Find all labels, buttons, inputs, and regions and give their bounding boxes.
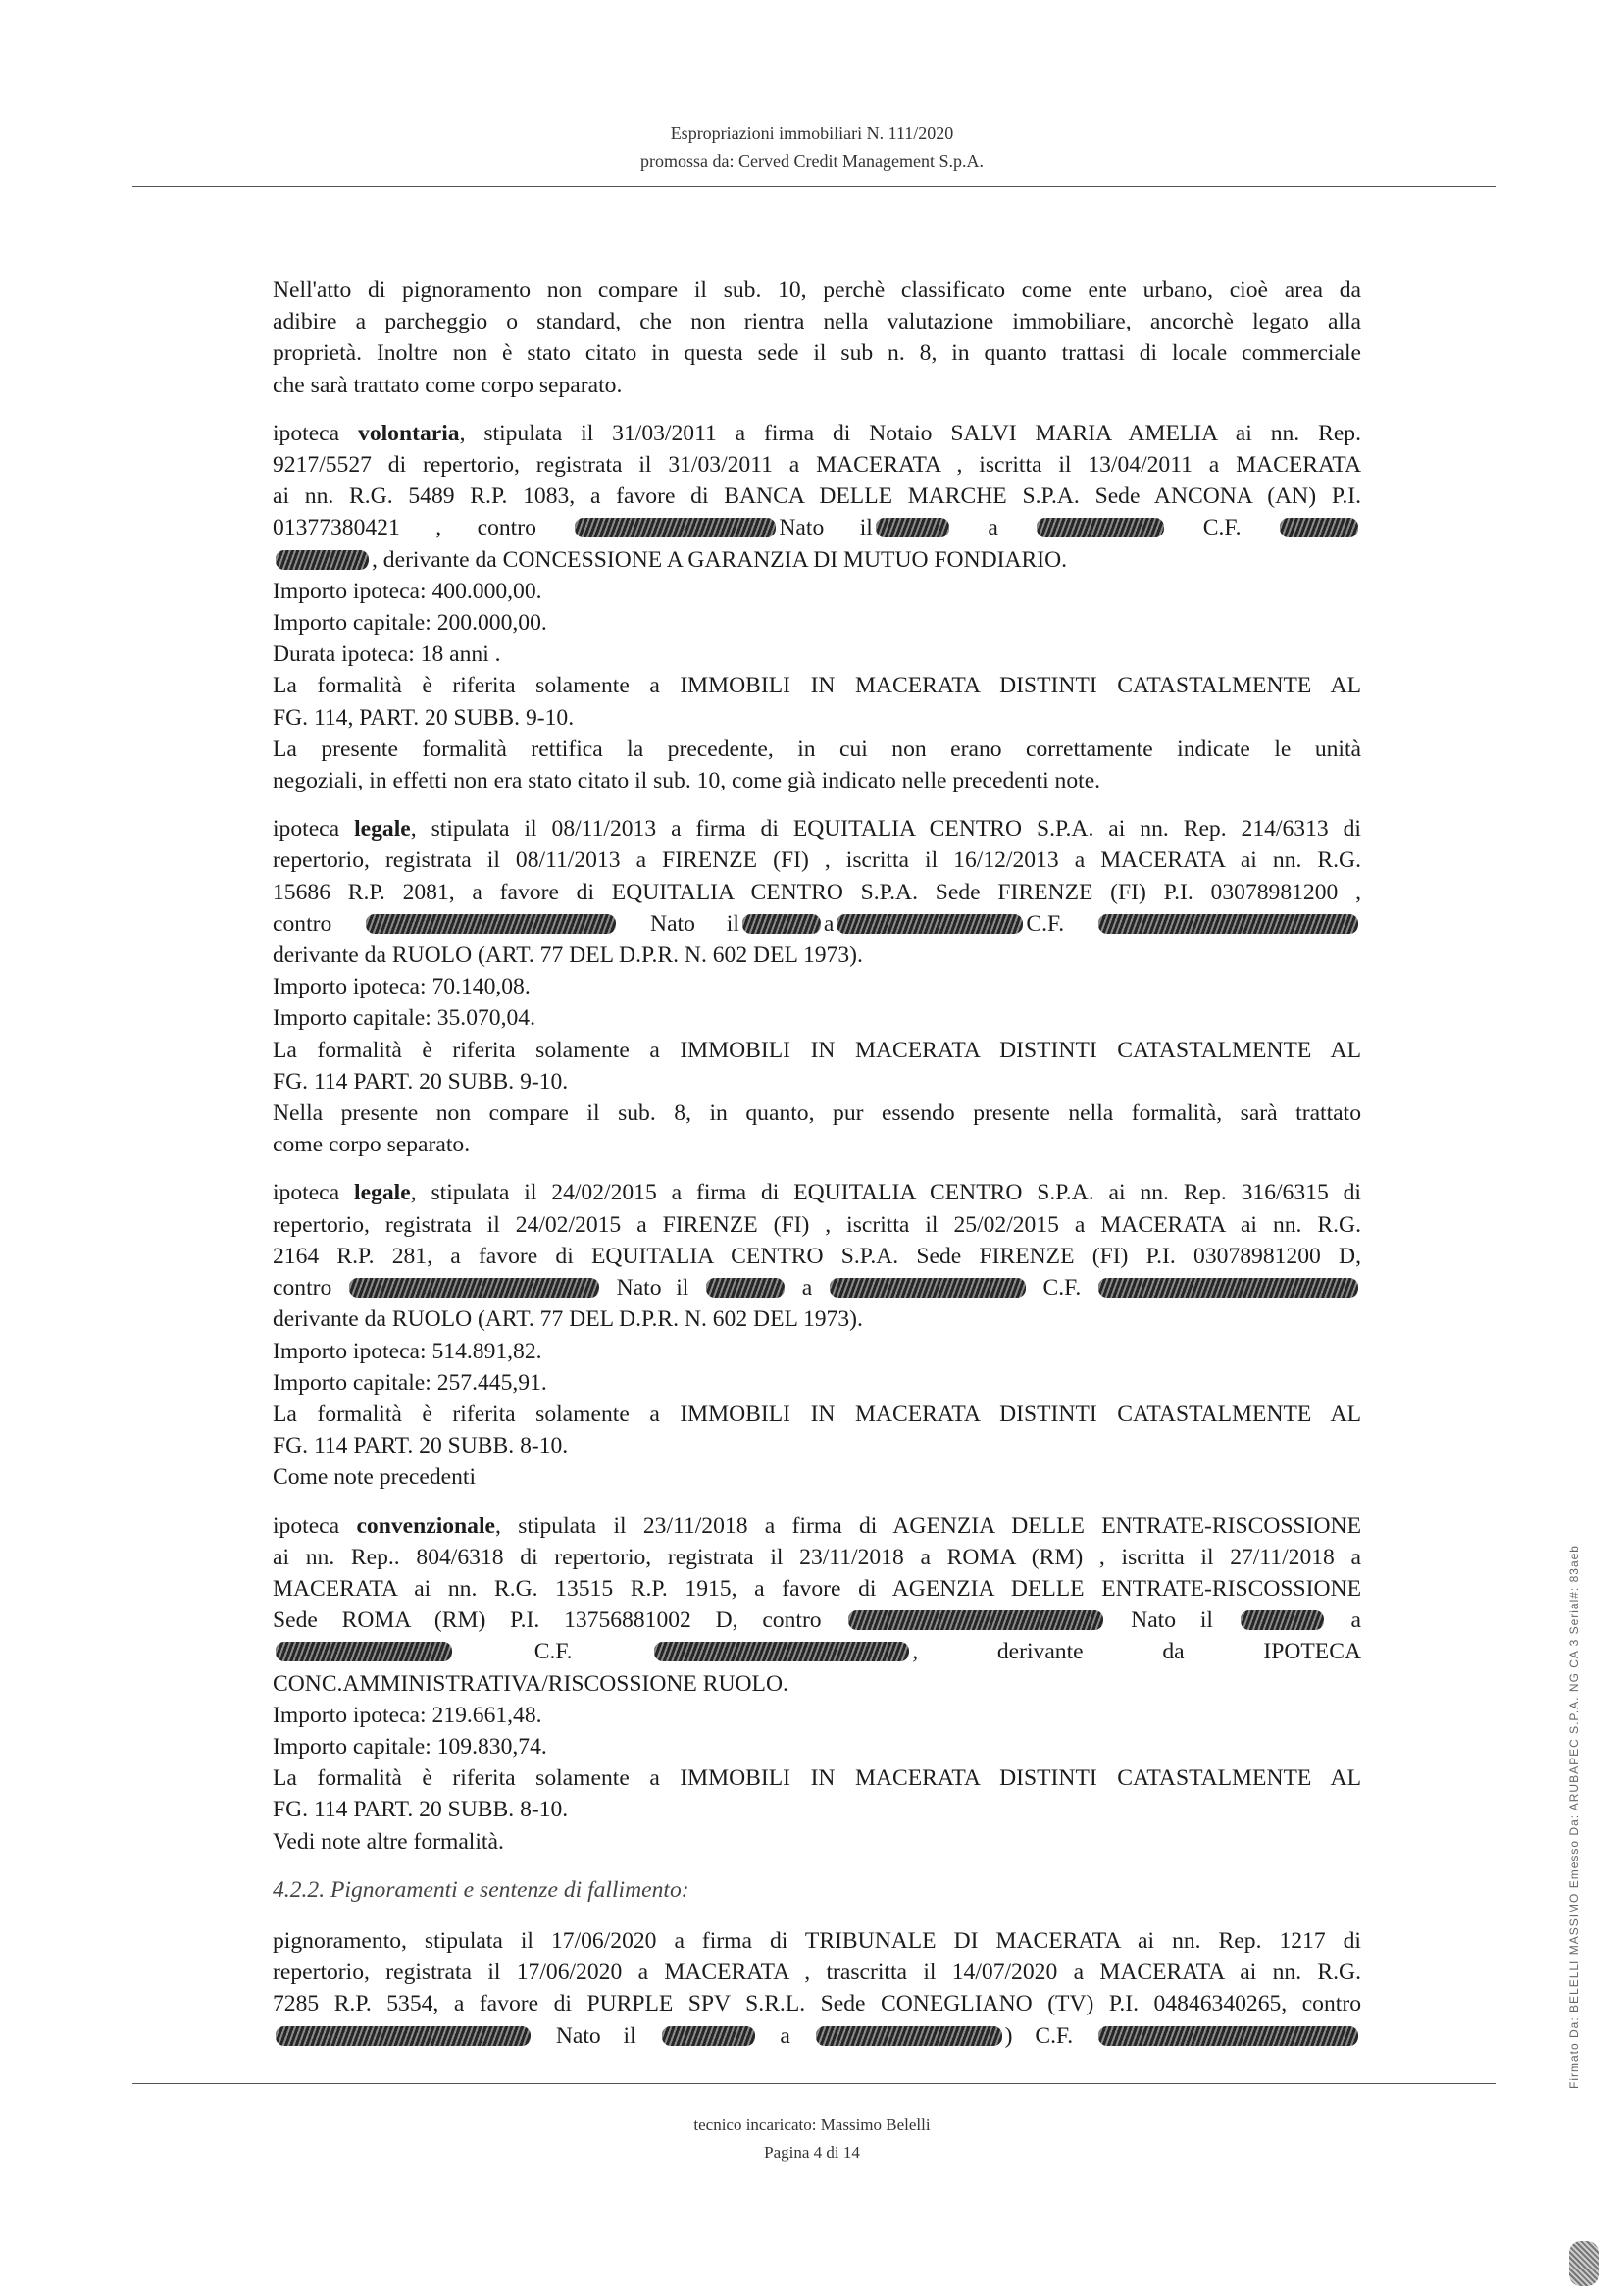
entry-text: contro — [273, 1275, 332, 1301]
importo-ipoteca: Importo ipoteca: 70.140,08. — [273, 974, 531, 1000]
entry-prefix: ipoteca — [273, 1512, 357, 1539]
text-line — [273, 544, 1361, 576]
text-line: repertorio, registrata il 17/06/2020 a MACERATA , trascritta il 14/07/2020 a MACERATA ai nn. R.G. — [273, 1960, 1361, 1986]
entry-text: Nato il — [555, 2022, 636, 2049]
entry-text: C.F. — [1026, 910, 1065, 937]
page-footer — [0, 2112, 1624, 2167]
ipoteca-legale-2015-entry — [273, 1177, 1361, 1493]
text-line: La presente formalità rettifica la precedente, in cui non erano correttamente indicate le unità — [273, 736, 1361, 762]
entry-text: Nato il — [650, 910, 739, 937]
ipoteca-type: legale — [354, 816, 411, 842]
entry-text: a — [780, 2022, 790, 2049]
text-line: FG. 114 PART. 20 SUBB. 9-10. — [273, 1068, 569, 1095]
redacted-birthplace — [837, 914, 1023, 934]
text-line: La formalità è riferita solamente a IMMOBILI IN MACERATA DISTINTI CATASTALMENTE AL — [273, 1401, 1361, 1427]
redacted-name — [366, 914, 616, 934]
entry-text: a — [801, 1275, 813, 1301]
digital-signature-stamp: Firmato Da: BELELLI MASSIMO Emesso Da: ARUBAPEC S.P.A. NG CA 3 Serial#: 83aeb — [1567, 1545, 1581, 2089]
text-line: ai nn. Rep.. 804/6318 di repertorio, registrata il 23/11/2018 a ROMA (RM) , iscritta il 27/11/2018 a — [273, 1544, 1361, 1570]
ipoteca-convenzionale-entry — [273, 1510, 1361, 1858]
importo-capitale: Importo capitale: 109.830,74. — [273, 1733, 547, 1759]
text-line — [273, 1177, 1361, 1208]
text-line: FG. 114 PART. 20 SUBB. 8-10. — [273, 1433, 569, 1459]
text-line: repertorio, registrata il 08/11/2013 a FIRENZE (FI) , iscritta il 16/12/2013 a MACERATA ai nn. R.G. — [273, 847, 1361, 874]
redacted-name — [848, 1610, 1103, 1630]
page-number: Pagina 4 di 14 — [764, 2143, 860, 2162]
entry-text: Nato il — [1131, 1607, 1213, 1634]
redacted-birthdate — [1241, 1610, 1324, 1630]
ipoteca-legale-2013-entry — [273, 813, 1361, 1160]
redacted-tax-code — [1098, 914, 1358, 934]
importo-capitale: Importo capitale: 257.445,91. — [273, 1369, 547, 1396]
entry-text: a — [988, 515, 998, 541]
text-line: FG. 114, PART. 20 SUBB. 9-10. — [273, 704, 575, 731]
footer-technician: tecnico incaricato: Massimo Belelli — [693, 2116, 931, 2134]
redacted-tax-code — [1098, 1278, 1358, 1298]
redacted-birthdate — [662, 2026, 755, 2046]
text-line: MACERATA ai nn. R.G. 13515 R.P. 1915, a favore di AGENZIA DELLE ENTRATE-RISCOSSIONE — [273, 1575, 1361, 1602]
text-line: pignoramento, stipulata il 17/06/2020 a firma di TRIBUNALE DI MACERATA ai nn. Rep. 1217 di — [273, 1927, 1361, 1954]
intro-paragraph — [273, 275, 1361, 401]
redacted-name — [276, 2026, 531, 2046]
text-line: La formalità è riferita solamente a IMMOBILI IN MACERATA DISTINTI CATASTALMENTE AL — [273, 1765, 1361, 1792]
entry-text: a — [823, 910, 835, 937]
redacted-tax-code — [276, 550, 369, 570]
entry-text: C.F. — [533, 1639, 573, 1665]
text-line — [273, 1605, 1361, 1636]
redacted-tax-code — [654, 1642, 909, 1661]
importo-ipoteca: Importo ipoteca: 400.000,00. — [273, 578, 542, 604]
text-line: come corpo separato. — [273, 1132, 471, 1158]
importo-ipoteca: Importo ipoteca: 219.661,48. — [273, 1702, 542, 1728]
text-line — [273, 1272, 1361, 1303]
ipoteca-type: volontaria — [358, 420, 460, 446]
entry-text: ) C.F. — [1004, 2022, 1074, 2049]
entry-prefix: ipoteca — [273, 1180, 355, 1206]
header-promoter: promossa da: Cerved Credit Management S.p.A. — [640, 151, 984, 171]
text-line: 7285 R.P. 5354, a favore di PURPLE SPV S.R.L. Sede CONEGLIANO (TV) P.I. 04846340265, contro — [273, 1991, 1361, 2017]
header-procedure: Espropriazioni immobiliari N. 111/2020 — [670, 124, 954, 143]
text-line — [273, 813, 1361, 844]
ipoteca-volontaria-entry — [273, 418, 1361, 796]
text-line: 9217/5527 di repertorio, registrata il 31/03/2011 a MACERATA , iscritta il 13/04/2011 a MACERATA — [273, 452, 1361, 479]
entry-text: a — [1350, 1607, 1361, 1634]
entry-text: contro — [273, 910, 332, 937]
entry-text: , stipulata il 23/11/2018 a firma di AGENZIA DELLE ENTRATE-RISCOSSIONE — [495, 1512, 1361, 1539]
entry-text: C.F. — [1202, 515, 1242, 541]
entry-text: Nato il — [616, 1275, 689, 1301]
text-line: repertorio, registrata il 24/02/2015 a FIRENZE (FI) , iscritta il 25/02/2015 a MACERATA ai nn. R.G. — [273, 1211, 1361, 1238]
entry-prefix: ipoteca — [273, 420, 359, 446]
redacted-birthplace — [1037, 518, 1164, 537]
text-line — [273, 1510, 1361, 1542]
text-line: Vedi note altre formalità. — [273, 1828, 504, 1855]
entry-text: , stipulata il 31/03/2011 a firma di Notaio SALVI MARIA AMELIA ai nn. Rep. — [459, 420, 1361, 446]
redacted-name — [349, 1278, 599, 1298]
entry-text: , stipulata il 24/02/2015 a firma di EQUITALIA CENTRO S.P.A. ai nn. Rep. 316/6315 di — [410, 1180, 1361, 1206]
redacted-birthplace — [276, 1642, 452, 1661]
text-line: adibire a parcheggio o standard, che non rientra nella valutazione immobiliare, ancorchè legato alla — [273, 309, 1361, 335]
redacted-birthplace — [830, 1278, 1026, 1298]
text-line — [273, 908, 1361, 940]
text-line: 15686 R.P. 2081, a favore di EQUITALIA CENTRO S.P.A. Sede FIRENZE (FI) P.I. 03078981200 , — [273, 879, 1361, 905]
text-line: La formalità è riferita solamente a IMMOBILI IN MACERATA DISTINTI CATASTALMENTE AL — [273, 673, 1361, 699]
entry-text: C.F. — [1042, 1275, 1082, 1301]
text-line — [273, 418, 1361, 449]
text-line: proprietà. Inoltre non è stato citato in questa sede il sub n. 8, in quanto trattasi di locale commerciale — [273, 340, 1361, 367]
text-line: Nella presente non compare il sub. 8, in quanto, pur essendo presente nella formalità, sarà trattato — [273, 1100, 1361, 1127]
durata-ipoteca: Durata ipoteca: 18 anni . — [273, 641, 501, 668]
text-line: Come note precedenti — [273, 1464, 477, 1491]
text-line: derivante da RUOLO (ART. 77 DEL D.P.R. N. 602 DEL 1973). — [273, 1306, 863, 1333]
text-line: La formalità è riferita solamente a IMMOBILI IN MACERATA DISTINTI CATASTALMENTE AL — [273, 1037, 1361, 1063]
text-line — [273, 1636, 1361, 1667]
text-line: FG. 114 PART. 20 SUBB. 8-10. — [273, 1797, 569, 1823]
importo-ipoteca: Importo ipoteca: 514.891,82. — [273, 1338, 542, 1364]
ipoteca-type: legale — [354, 1180, 411, 1206]
entry-text: Sede ROMA (RM) P.I. 13756881002 D, contro — [273, 1607, 822, 1634]
entry-text: , stipulata il 08/11/2013 a firma di EQUITALIA CENTRO S.P.A. ai nn. Rep. 214/6313 di — [410, 816, 1361, 842]
importo-capitale: Importo capitale: 35.070,04. — [273, 1005, 535, 1032]
text-line: CONC.AMMINISTRATIVA/RISCOSSIONE RUOLO. — [273, 1670, 788, 1697]
text-line: negoziali, in effetti non era stato citato il sub. 10, come già indicato nelle precedenti note. — [273, 768, 1101, 794]
text-line: che sarà trattato come corpo separato. — [273, 372, 623, 398]
redacted-birthdate — [706, 1278, 785, 1298]
entry-prefix: ipoteca — [273, 816, 355, 842]
text-line: derivante da RUOLO (ART. 77 DEL D.P.R. N. 602 DEL 1973). — [273, 943, 863, 969]
text-line: ai nn. R.G. 5489 R.P. 1083, a favore di BANCA DELLE MARCHE S.P.A. Sede ANCONA (AN) P.I. — [273, 484, 1361, 510]
footer-divider — [132, 2083, 1496, 2084]
page-header — [0, 120, 1624, 175]
section-title: 4.2.2. Pignoramenti e sentenze di fallimento: — [273, 1876, 689, 1903]
redacted-tax-code — [1280, 518, 1358, 537]
document-body — [273, 275, 1361, 2068]
entry-text: , derivante da IPOTECA — [912, 1639, 1361, 1665]
redacted-birthdate — [742, 914, 821, 934]
seal-icon — [1569, 2241, 1599, 2286]
redacted-birthdate — [876, 518, 949, 537]
entry-text: Nato il — [779, 515, 873, 541]
redacted-name — [575, 518, 776, 537]
entry-text: 01377380421 , contro — [273, 515, 536, 541]
text-line: Nell'atto di pignoramento non compare il sub. 10, perchè classificato come ente urbano, cioè area da — [273, 278, 1361, 303]
pignoramento-entry — [273, 1925, 1361, 2052]
redacted-birthplace — [816, 2026, 1002, 2046]
redacted-tax-code — [1098, 2026, 1358, 2046]
importo-capitale: Importo capitale: 200.000,00. — [273, 610, 547, 637]
header-divider — [132, 186, 1496, 187]
text-line: 2164 R.P. 281, a favore di EQUITALIA CENTRO S.P.A. Sede FIRENZE (FI) P.I. 03078981200 D, — [273, 1243, 1361, 1269]
ipoteca-type: convenzionale — [356, 1512, 495, 1539]
text-line — [273, 512, 1361, 543]
entry-text: , derivante da CONCESSIONE A GARANZIA DI MUTUO FONDIARIO. — [372, 546, 1068, 573]
text-line — [273, 2020, 1361, 2052]
